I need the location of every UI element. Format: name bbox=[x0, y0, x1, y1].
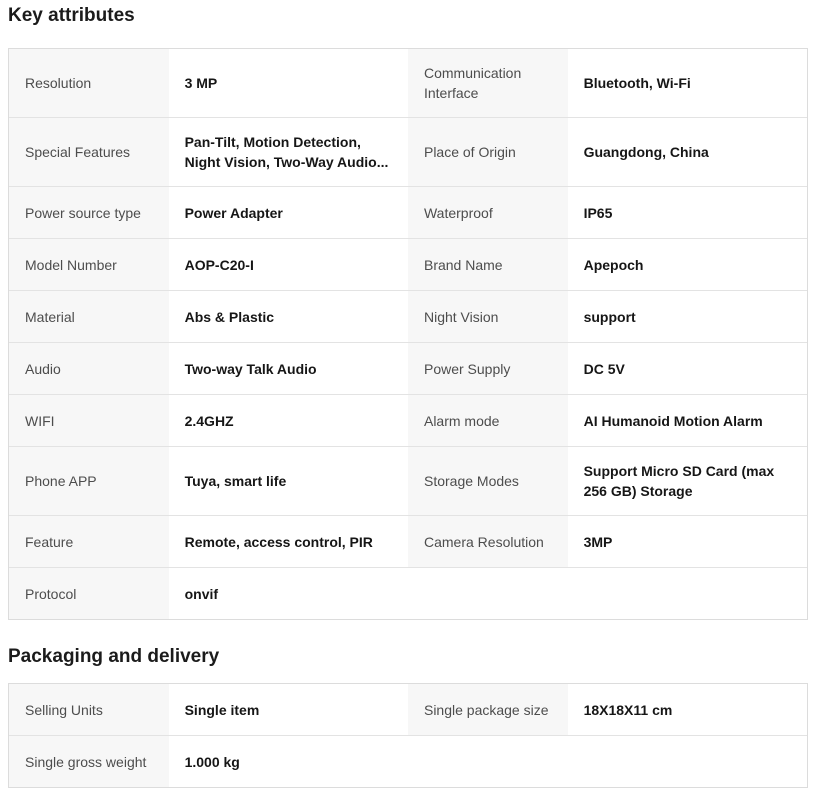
attribute-row bbox=[9, 735, 807, 787]
attribute-value: 3MP bbox=[568, 516, 807, 567]
attribute-label: Night Vision bbox=[408, 291, 568, 342]
empty-cell bbox=[408, 568, 807, 619]
attribute-row bbox=[9, 238, 807, 290]
empty-cell bbox=[408, 736, 807, 787]
attribute-value: Pan-Tilt, Motion Detection, Night Vision, Two-Way Audio... bbox=[169, 118, 408, 186]
attribute-label: Single gross weight bbox=[9, 736, 169, 787]
attribute-row bbox=[9, 684, 807, 735]
attribute-value: Bluetooth, Wi-Fi bbox=[568, 49, 807, 117]
attribute-value: 18X18X11 cm bbox=[568, 684, 807, 735]
attribute-label: Power Supply bbox=[408, 343, 568, 394]
attribute-value: DC 5V bbox=[568, 343, 807, 394]
attribute-label: Phone APP bbox=[9, 447, 169, 515]
attribute-value: 1.000 kg bbox=[169, 736, 408, 787]
key-attributes-table bbox=[8, 48, 808, 620]
packaging-delivery-table bbox=[8, 683, 808, 788]
attribute-label: WIFI bbox=[9, 395, 169, 446]
attribute-row bbox=[9, 342, 807, 394]
attribute-value: onvif bbox=[169, 568, 408, 619]
attribute-value: IP65 bbox=[568, 187, 807, 238]
attribute-value: Abs & Plastic bbox=[169, 291, 408, 342]
attribute-label: Alarm mode bbox=[408, 395, 568, 446]
attribute-value: 3 MP bbox=[169, 49, 408, 117]
attribute-value: AOP-C20-I bbox=[169, 239, 408, 290]
attribute-value: Apepoch bbox=[568, 239, 807, 290]
attribute-value: Remote, access control, PIR bbox=[169, 516, 408, 567]
attribute-label: Camera Resolution bbox=[408, 516, 568, 567]
attribute-value: Support Micro SD Card (max 256 GB) Storage bbox=[568, 447, 807, 515]
attribute-value: AI Humanoid Motion Alarm bbox=[568, 395, 807, 446]
attribute-value: Tuya, smart life bbox=[169, 447, 408, 515]
attribute-value: support bbox=[568, 291, 807, 342]
attribute-label: Communication Interface bbox=[408, 49, 568, 117]
attribute-value: Two-way Talk Audio bbox=[169, 343, 408, 394]
attribute-value: 2.4GHZ bbox=[169, 395, 408, 446]
packaging-delivery-section bbox=[8, 646, 808, 788]
attribute-row bbox=[9, 515, 807, 567]
attribute-row bbox=[9, 117, 807, 186]
section-title-key-attributes: Key attributes bbox=[8, 5, 135, 26]
attribute-label: Waterproof bbox=[408, 187, 568, 238]
attribute-label: Audio bbox=[9, 343, 169, 394]
attribute-row bbox=[9, 394, 807, 446]
attribute-row bbox=[9, 446, 807, 515]
attribute-row bbox=[9, 186, 807, 238]
section-title-packaging-delivery: Packaging and delivery bbox=[8, 646, 220, 667]
attribute-value: Power Adapter bbox=[169, 187, 408, 238]
attribute-label: Resolution bbox=[9, 49, 169, 117]
attribute-label: Power source type bbox=[9, 187, 169, 238]
attribute-row bbox=[9, 290, 807, 342]
attribute-label: Selling Units bbox=[9, 684, 169, 735]
attribute-label: Brand Name bbox=[408, 239, 568, 290]
attribute-value: Guangdong, China bbox=[568, 118, 807, 186]
attribute-label: Storage Modes bbox=[408, 447, 568, 515]
key-attributes-section bbox=[8, 5, 808, 620]
attribute-row bbox=[9, 49, 807, 117]
attribute-label: Place of Origin bbox=[408, 118, 568, 186]
attribute-row bbox=[9, 567, 807, 619]
attribute-label: Special Features bbox=[9, 118, 169, 186]
attribute-label: Single package size bbox=[408, 684, 568, 735]
attribute-value: Single item bbox=[169, 684, 408, 735]
attribute-label: Protocol bbox=[9, 568, 169, 619]
attribute-label: Material bbox=[9, 291, 169, 342]
attribute-label: Feature bbox=[9, 516, 169, 567]
attribute-label: Model Number bbox=[9, 239, 169, 290]
